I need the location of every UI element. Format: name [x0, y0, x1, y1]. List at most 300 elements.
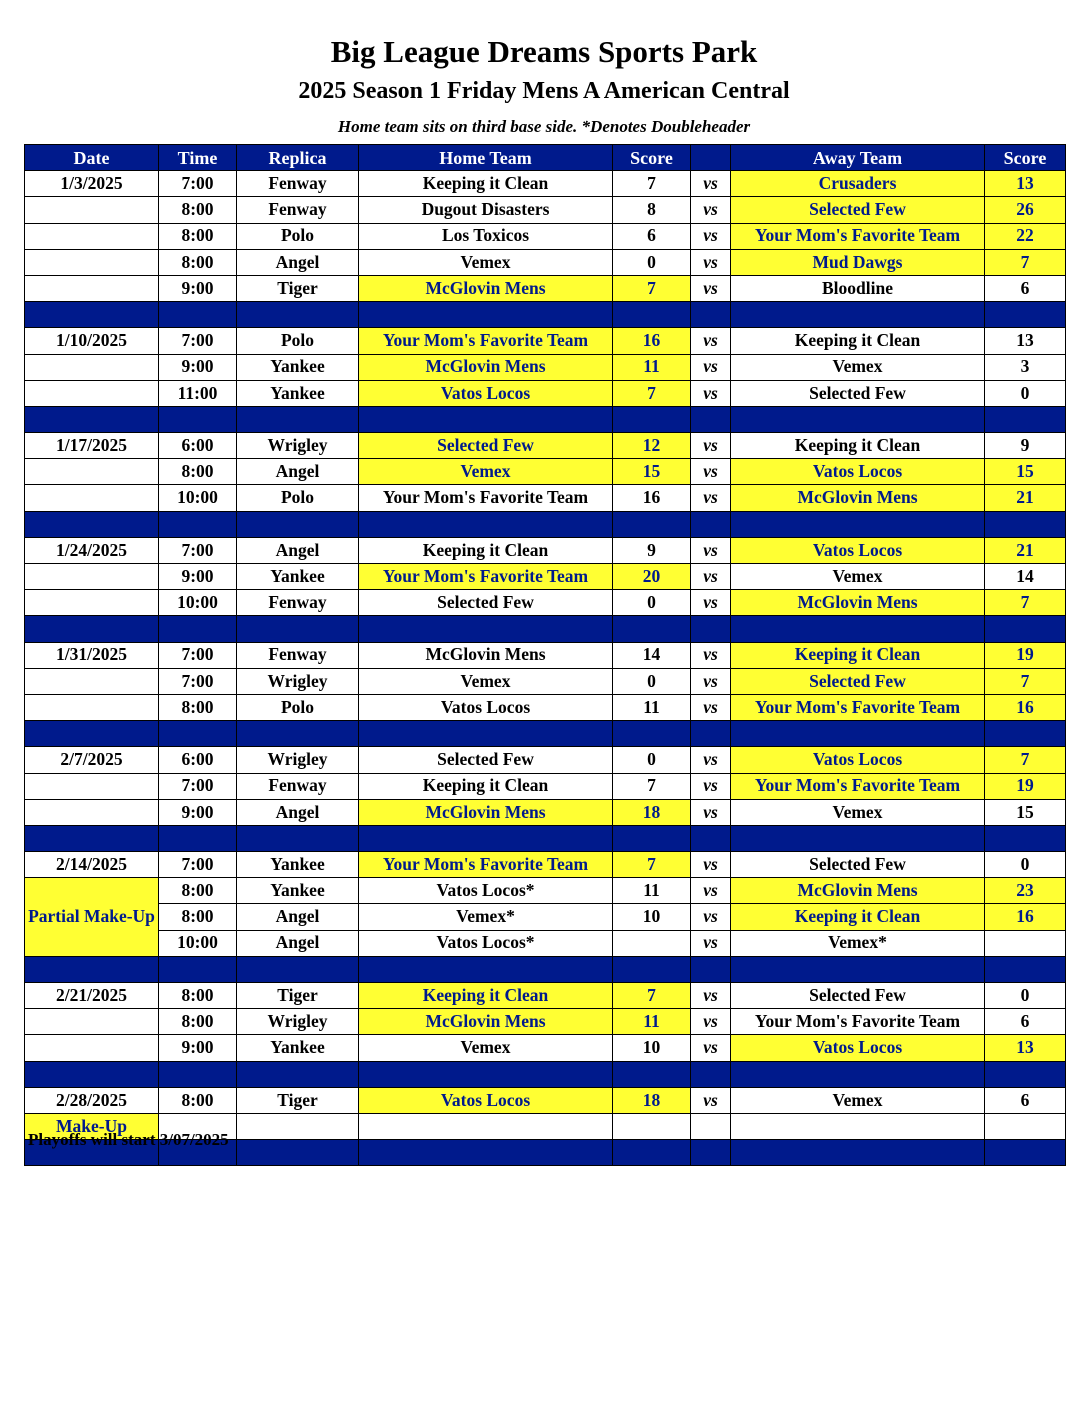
away-team: Selected Few	[731, 668, 985, 694]
away-team: McGlovin Mens	[731, 590, 985, 616]
col-header-replica: Replica	[237, 145, 359, 171]
home-score: 0	[613, 590, 691, 616]
separator-cell	[691, 721, 731, 747]
away-team: Vatos Locos	[731, 747, 985, 773]
separator-cell	[985, 616, 1066, 642]
separator-cell	[985, 721, 1066, 747]
away-score: 21	[985, 485, 1066, 511]
home-team: Dugout Disasters	[359, 197, 613, 223]
game-time: 7:00	[159, 642, 237, 668]
vs-label: vs	[691, 380, 731, 406]
away-score: 16	[985, 904, 1066, 930]
game-field: Fenway	[237, 171, 359, 197]
game-row	[25, 223, 1066, 249]
home-team: Los Toxicos	[359, 223, 613, 249]
game-date: 1/24/2025	[25, 537, 159, 563]
col-header-home-score: Score	[613, 145, 691, 171]
game-time: 7:00	[159, 328, 237, 354]
game-row	[25, 171, 1066, 197]
game-field: Wrigley	[237, 747, 359, 773]
home-team: Keeping it Clean	[359, 773, 613, 799]
game-field: Tiger	[237, 275, 359, 301]
vs-label: vs	[691, 668, 731, 694]
game-field: Angel	[237, 904, 359, 930]
separator-cell	[359, 1140, 613, 1166]
home-score: 0	[613, 747, 691, 773]
game-field: Wrigley	[237, 1009, 359, 1035]
game-time: 8:00	[159, 983, 237, 1009]
separator-cell	[731, 302, 985, 328]
game-time: 8:00	[159, 223, 237, 249]
separator-row	[25, 302, 1066, 328]
separator-cell	[359, 616, 613, 642]
home-team: Selected Few	[359, 433, 613, 459]
vs-label: vs	[691, 459, 731, 485]
game-time: 8:00	[159, 694, 237, 720]
game-field: Yankee	[237, 380, 359, 406]
separator-cell	[25, 721, 159, 747]
away-score: 13	[985, 171, 1066, 197]
vs-label: vs	[691, 1035, 731, 1061]
separator-cell	[359, 406, 613, 432]
home-team: McGlovin Mens	[359, 642, 613, 668]
separator-cell	[159, 721, 237, 747]
separator-cell	[691, 956, 731, 982]
game-row	[25, 642, 1066, 668]
separator-row	[25, 721, 1066, 747]
makeup-label: Partial Make-Up	[25, 878, 159, 957]
game-time: 6:00	[159, 433, 237, 459]
separator-cell	[159, 616, 237, 642]
game-row	[25, 1035, 1066, 1061]
separator-cell	[731, 616, 985, 642]
game-date: 1/10/2025	[25, 328, 159, 354]
game-time: 7:00	[159, 668, 237, 694]
home-team: Keeping it Clean	[359, 983, 613, 1009]
empty-cell	[691, 1113, 731, 1139]
game-row	[25, 1087, 1066, 1113]
schedule-table	[24, 144, 1066, 1166]
separator-cell	[691, 1061, 731, 1087]
away-team: Keeping it Clean	[731, 328, 985, 354]
game-time: 7:00	[159, 852, 237, 878]
game-row	[25, 433, 1066, 459]
separator-cell	[237, 956, 359, 982]
away-team: Selected Few	[731, 380, 985, 406]
game-date: 2/7/2025	[25, 747, 159, 773]
home-team: Vatos Locos	[359, 1087, 613, 1113]
schedule-body	[25, 171, 1066, 1166]
away-team: Vemex*	[731, 930, 985, 956]
away-score	[985, 930, 1066, 956]
away-team: Selected Few	[731, 983, 985, 1009]
away-score: 23	[985, 878, 1066, 904]
game-date	[25, 485, 159, 511]
home-score: 11	[613, 354, 691, 380]
game-field: Polo	[237, 485, 359, 511]
separator-cell	[359, 825, 613, 851]
separator-cell	[985, 1140, 1066, 1166]
game-date: 2/14/2025	[25, 852, 159, 878]
game-time: 6:00	[159, 747, 237, 773]
separator-cell	[985, 302, 1066, 328]
game-date	[25, 564, 159, 590]
game-row	[25, 197, 1066, 223]
game-field: Angel	[237, 799, 359, 825]
vs-label: vs	[691, 275, 731, 301]
away-team: Keeping it Clean	[731, 642, 985, 668]
away-team: Vemex	[731, 799, 985, 825]
separator-row	[25, 511, 1066, 537]
vs-label: vs	[691, 773, 731, 799]
vs-label: vs	[691, 1087, 731, 1113]
game-field: Fenway	[237, 197, 359, 223]
home-team: McGlovin Mens	[359, 354, 613, 380]
game-row	[25, 354, 1066, 380]
away-score: 0	[985, 852, 1066, 878]
game-row	[25, 537, 1066, 563]
home-team: Your Mom's Favorite Team	[359, 564, 613, 590]
game-date	[25, 459, 159, 485]
vs-label: vs	[691, 642, 731, 668]
game-row	[25, 590, 1066, 616]
vs-label: vs	[691, 694, 731, 720]
vs-label: vs	[691, 249, 731, 275]
game-time: 8:00	[159, 878, 237, 904]
home-score: 9	[613, 537, 691, 563]
home-team: McGlovin Mens	[359, 1009, 613, 1035]
away-score: 6	[985, 1009, 1066, 1035]
separator-row	[25, 956, 1066, 982]
away-score: 15	[985, 459, 1066, 485]
separator-cell	[159, 956, 237, 982]
separator-cell	[237, 721, 359, 747]
page-title: Big League Dreams Sports Park	[330, 34, 758, 69]
game-date	[25, 380, 159, 406]
home-score: 16	[613, 485, 691, 511]
home-score: 18	[613, 1087, 691, 1113]
away-team: Crusaders	[731, 171, 985, 197]
home-score: 7	[613, 773, 691, 799]
game-time: 7:00	[159, 537, 237, 563]
away-team: Keeping it Clean	[731, 433, 985, 459]
separator-cell	[613, 511, 691, 537]
separator-cell	[985, 825, 1066, 851]
separator-cell	[731, 406, 985, 432]
home-score: 11	[613, 878, 691, 904]
game-row	[25, 328, 1066, 354]
away-team: Vatos Locos	[731, 537, 985, 563]
separator-cell	[731, 1061, 985, 1087]
separator-cell	[159, 1061, 237, 1087]
away-score: 19	[985, 642, 1066, 668]
game-field: Fenway	[237, 590, 359, 616]
playoffs-note: Playoffs will start 3/07/2025	[28, 1130, 229, 1149]
game-field: Yankee	[237, 1035, 359, 1061]
home-team: Vatos Locos	[359, 380, 613, 406]
home-score	[613, 930, 691, 956]
game-row	[25, 249, 1066, 275]
game-row	[25, 564, 1066, 590]
away-team: Vemex	[731, 354, 985, 380]
separator-cell	[613, 825, 691, 851]
game-row	[25, 485, 1066, 511]
vs-label: vs	[691, 983, 731, 1009]
home-score: 18	[613, 799, 691, 825]
home-team: McGlovin Mens	[359, 799, 613, 825]
separator-cell	[731, 1140, 985, 1166]
game-time: 8:00	[159, 1087, 237, 1113]
away-team: Vatos Locos	[731, 459, 985, 485]
game-field: Yankee	[237, 354, 359, 380]
game-time: 10:00	[159, 485, 237, 511]
away-score: 6	[985, 275, 1066, 301]
separator-row	[25, 1061, 1066, 1087]
separator-cell	[237, 1061, 359, 1087]
home-team: Vatos Locos	[359, 694, 613, 720]
separator-cell	[25, 302, 159, 328]
game-time: 8:00	[159, 904, 237, 930]
vs-label: vs	[691, 433, 731, 459]
vs-label: vs	[691, 564, 731, 590]
vs-label: vs	[691, 590, 731, 616]
vs-label: vs	[691, 930, 731, 956]
home-team: Vatos Locos*	[359, 930, 613, 956]
home-score: 6	[613, 223, 691, 249]
game-date	[25, 1035, 159, 1061]
game-field: Tiger	[237, 1087, 359, 1113]
game-time: 8:00	[159, 197, 237, 223]
page-subtitle: 2025 Season 1 Friday Mens A American Central	[298, 78, 790, 104]
away-team: Vatos Locos	[731, 1035, 985, 1061]
home-team: Vemex	[359, 1035, 613, 1061]
away-score: 22	[985, 223, 1066, 249]
game-date: 2/21/2025	[25, 983, 159, 1009]
separator-cell	[731, 825, 985, 851]
game-date	[25, 354, 159, 380]
game-time: 9:00	[159, 275, 237, 301]
game-field: Yankee	[237, 878, 359, 904]
vs-label: vs	[691, 747, 731, 773]
away-team: Vemex	[731, 1087, 985, 1113]
game-time: 8:00	[159, 249, 237, 275]
game-field: Angel	[237, 930, 359, 956]
game-row	[25, 694, 1066, 720]
separator-cell	[237, 302, 359, 328]
game-field: Angel	[237, 537, 359, 563]
separator-cell	[691, 511, 731, 537]
game-time: 10:00	[159, 930, 237, 956]
home-team: Your Mom's Favorite Team	[359, 852, 613, 878]
separator-cell	[25, 825, 159, 851]
away-score: 0	[985, 983, 1066, 1009]
empty-cell	[237, 1113, 359, 1139]
game-time: 8:00	[159, 1009, 237, 1035]
home-team: Vemex*	[359, 904, 613, 930]
game-time: 9:00	[159, 354, 237, 380]
home-team: Vemex	[359, 459, 613, 485]
game-field: Yankee	[237, 852, 359, 878]
schedule-note: Home team sits on third base side. *Denotes Doubleheader	[337, 117, 751, 136]
game-row	[25, 773, 1066, 799]
separator-cell	[237, 406, 359, 432]
vs-label: vs	[691, 171, 731, 197]
separator-cell	[613, 721, 691, 747]
away-team: McGlovin Mens	[731, 485, 985, 511]
col-header-away-team: Away Team	[731, 145, 985, 171]
empty-cell	[731, 1113, 985, 1139]
game-date: 2/28/2025	[25, 1087, 159, 1113]
away-team: Mud Dawgs	[731, 249, 985, 275]
separator-cell	[691, 406, 731, 432]
vs-label: vs	[691, 1009, 731, 1035]
home-score: 7	[613, 983, 691, 1009]
away-score: 26	[985, 197, 1066, 223]
home-score: 10	[613, 1035, 691, 1061]
game-time: 9:00	[159, 1035, 237, 1061]
away-score: 9	[985, 433, 1066, 459]
away-score: 13	[985, 328, 1066, 354]
separator-cell	[25, 511, 159, 537]
separator-row	[25, 616, 1066, 642]
game-row	[25, 930, 1066, 956]
separator-cell	[359, 956, 613, 982]
vs-label: vs	[691, 537, 731, 563]
makeup-label: Make-Up	[25, 1113, 159, 1139]
separator-cell	[237, 511, 359, 537]
home-team: Keeping it Clean	[359, 171, 613, 197]
game-date	[25, 275, 159, 301]
empty-cell	[359, 1113, 613, 1139]
game-date	[25, 249, 159, 275]
game-row	[25, 668, 1066, 694]
game-field: Wrigley	[237, 668, 359, 694]
vs-label: vs	[691, 878, 731, 904]
separator-cell	[359, 1061, 613, 1087]
away-score: 19	[985, 773, 1066, 799]
away-score: 7	[985, 747, 1066, 773]
game-row	[25, 878, 1066, 904]
col-header-vs	[691, 145, 731, 171]
home-score: 7	[613, 380, 691, 406]
separator-cell	[159, 511, 237, 537]
game-date	[25, 799, 159, 825]
away-score: 21	[985, 537, 1066, 563]
home-team: Keeping it Clean	[359, 537, 613, 563]
game-field: Polo	[237, 223, 359, 249]
away-team: Vemex	[731, 564, 985, 590]
game-row	[25, 459, 1066, 485]
separator-cell	[359, 511, 613, 537]
vs-label: vs	[691, 485, 731, 511]
away-score: 13	[985, 1035, 1066, 1061]
separator-cell	[985, 406, 1066, 432]
col-header-away-score: Score	[985, 145, 1066, 171]
home-score: 7	[613, 852, 691, 878]
game-time: 7:00	[159, 773, 237, 799]
separator-cell	[359, 302, 613, 328]
home-team: Your Mom's Favorite Team	[359, 328, 613, 354]
game-field: Polo	[237, 328, 359, 354]
home-score: 11	[613, 1009, 691, 1035]
separator-cell	[731, 956, 985, 982]
game-field: Angel	[237, 459, 359, 485]
game-field: Fenway	[237, 773, 359, 799]
separator-cell	[25, 406, 159, 432]
separator-cell	[613, 956, 691, 982]
game-field: Fenway	[237, 642, 359, 668]
separator-cell	[25, 616, 159, 642]
game-row	[25, 1009, 1066, 1035]
away-score: 14	[985, 564, 1066, 590]
home-score: 16	[613, 328, 691, 354]
away-score: 15	[985, 799, 1066, 825]
away-team: Your Mom's Favorite Team	[731, 694, 985, 720]
game-time: 9:00	[159, 564, 237, 590]
home-score: 0	[613, 668, 691, 694]
game-date	[25, 590, 159, 616]
home-score: 10	[613, 904, 691, 930]
home-score: 0	[613, 249, 691, 275]
game-field: Tiger	[237, 983, 359, 1009]
separator-cell	[691, 302, 731, 328]
game-row	[25, 852, 1066, 878]
separator-cell	[985, 956, 1066, 982]
game-date	[25, 1009, 159, 1035]
away-score: 7	[985, 668, 1066, 694]
game-row	[25, 799, 1066, 825]
header-row	[25, 145, 1066, 171]
vs-label: vs	[691, 852, 731, 878]
away-team: McGlovin Mens	[731, 878, 985, 904]
game-date	[25, 197, 159, 223]
vs-label: vs	[691, 328, 731, 354]
separator-cell	[613, 616, 691, 642]
home-score: 8	[613, 197, 691, 223]
col-header-home-team: Home Team	[359, 145, 613, 171]
game-row	[25, 275, 1066, 301]
away-team: Your Mom's Favorite Team	[731, 1009, 985, 1035]
game-field: Yankee	[237, 564, 359, 590]
away-team: Your Mom's Favorite Team	[731, 773, 985, 799]
separator-cell	[691, 825, 731, 851]
separator-cell	[237, 825, 359, 851]
game-time: 11:00	[159, 380, 237, 406]
away-score: 7	[985, 590, 1066, 616]
game-row	[25, 904, 1066, 930]
separator-cell	[159, 302, 237, 328]
game-date	[25, 694, 159, 720]
game-time: 9:00	[159, 799, 237, 825]
separator-cell	[613, 406, 691, 432]
home-score: 7	[613, 275, 691, 301]
game-date	[25, 773, 159, 799]
separator-cell	[25, 956, 159, 982]
separator-cell	[25, 1061, 159, 1087]
away-team: Selected Few	[731, 197, 985, 223]
separator-cell	[691, 1140, 731, 1166]
separator-cell	[691, 616, 731, 642]
vs-label: vs	[691, 223, 731, 249]
away-score: 6	[985, 1087, 1066, 1113]
game-row	[25, 747, 1066, 773]
home-score: 7	[613, 171, 691, 197]
away-team: Your Mom's Favorite Team	[731, 223, 985, 249]
home-team: Selected Few	[359, 590, 613, 616]
home-score: 12	[613, 433, 691, 459]
away-score: 16	[985, 694, 1066, 720]
home-team: Your Mom's Favorite Team	[359, 485, 613, 511]
